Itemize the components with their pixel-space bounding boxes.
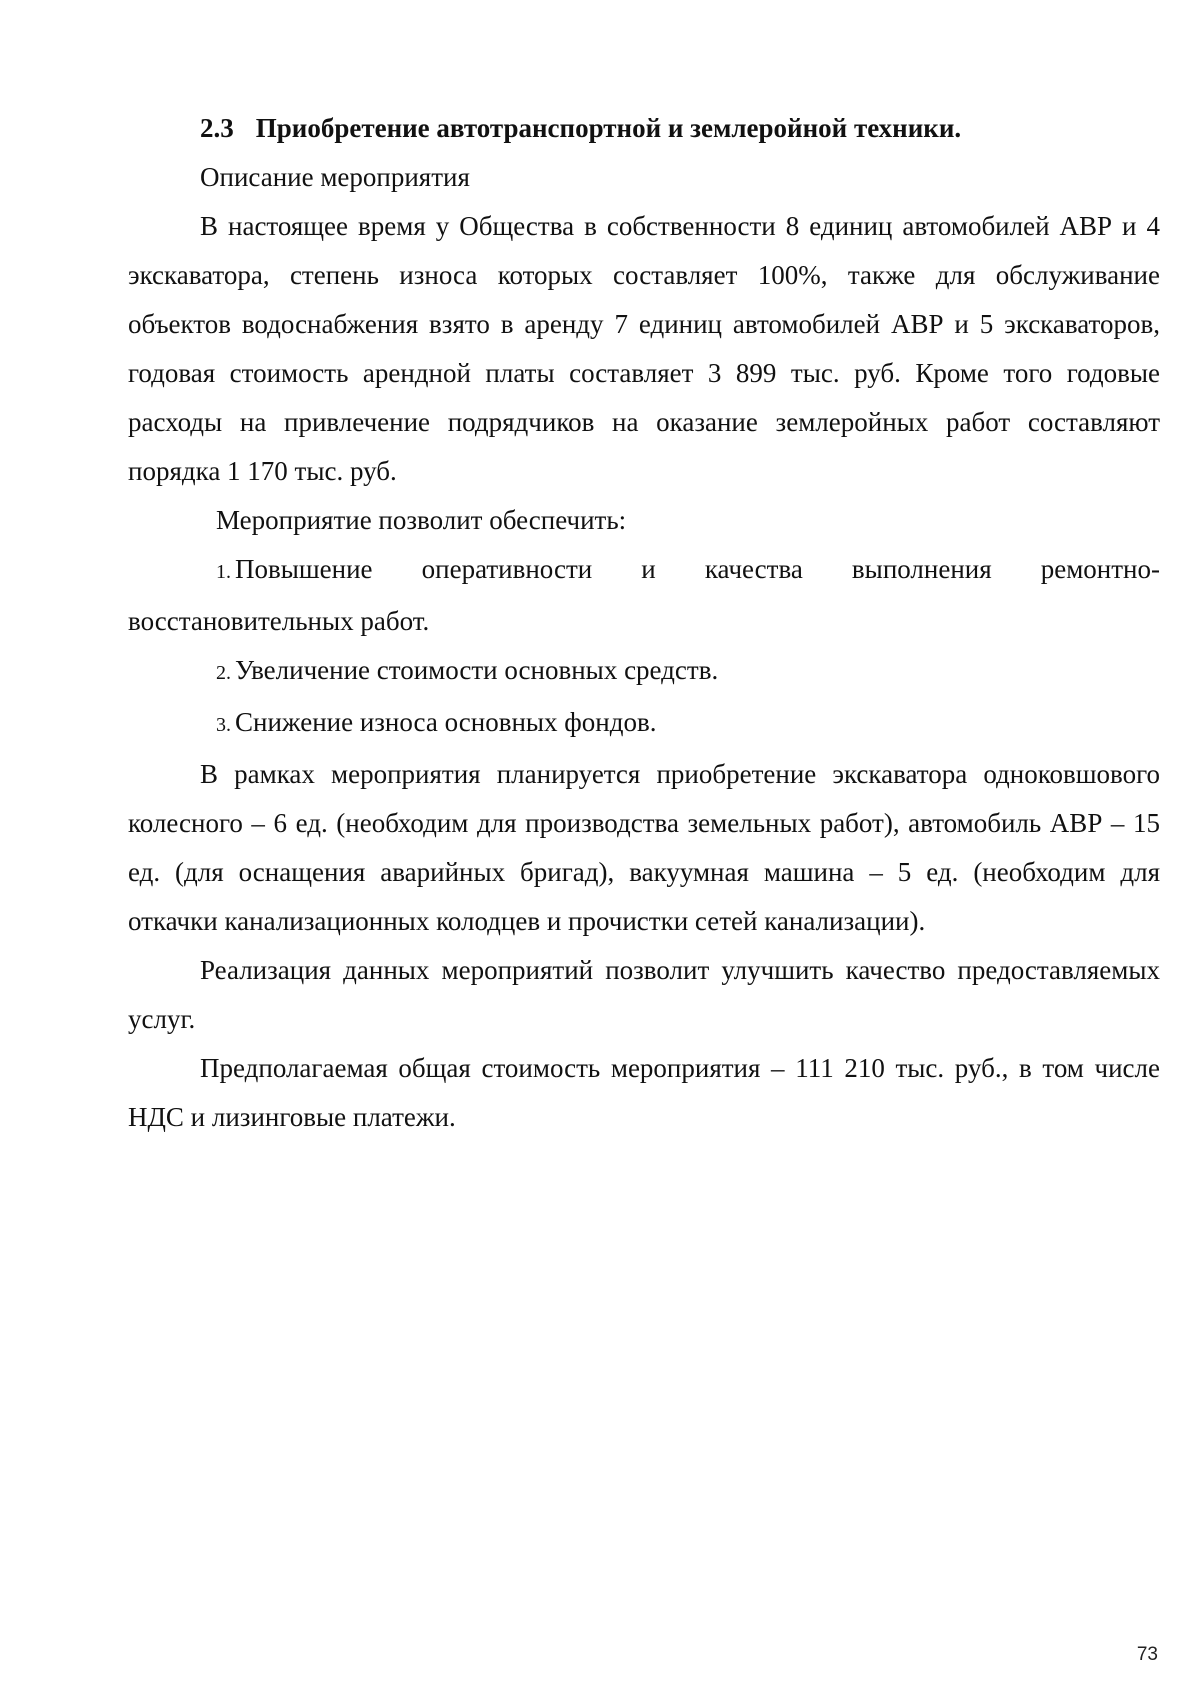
paragraph-cost: Предполагаемая общая стоимость мероприятия – 111 210 тыс. руб., в том числе НДС и лизинговые платежи. [128,1053,1160,1132]
list-marker: 2. [216,662,231,684]
paragraph-result: Реализация данных мероприятий позволит улучшить качество предоставляемых услуг. [128,955,1160,1034]
list-item [128,545,1160,646]
list-marker: 3. [216,714,231,736]
page-number: 73 [1136,1644,1158,1665]
paragraph-lead: Мероприятие позволит обеспечить: [216,505,627,535]
list-marker: 1. [216,561,231,583]
list-item [128,698,1160,750]
section-title: Приобретение автотранспортной и землеройной техники. [255,113,962,143]
list-item-text: Повышение оперативности и качества выполнения ремонтно-восстановительных работ. [128,554,1160,636]
section-subtitle: Описание мероприятия [200,162,470,192]
list-item-text: Увеличение стоимости основных средств. [235,655,719,685]
paragraph-plan: В рамках мероприятия планируется приобретение экскаватора одноковшового колесного – 6 ед. (необходим для производства земельных работ), автомобиль АВР – 15 ед. (для оснащения аварийных бригад), вакуумная машина – 5 ед. (необходим для откачки канализационных колодцев и прочистки сетей канализации). [128,759,1160,936]
section-heading [128,104,1160,153]
list-item-text: Снижение износа основных фондов. [235,707,657,737]
paragraph-intro: В настоящее время у Общества в собственности 8 единиц автомобилей АВР и 4 экскаватора, степень износа которых составляет 100%, также для обслуживание объектов водоснабжения взято в аренду 7 единиц автомобилей АВР и 5 экскаваторов, годовая стоимость арендной платы составляет 3 899 тыс. руб. Кроме того годовые расходы на привлечение подрядчиков на оказание землеройных работ составляют порядка 1 170 тыс. руб. [128,211,1160,486]
section-number: 2.3 [200,113,234,143]
list-item [128,646,1160,698]
document-body [128,104,1160,1142]
